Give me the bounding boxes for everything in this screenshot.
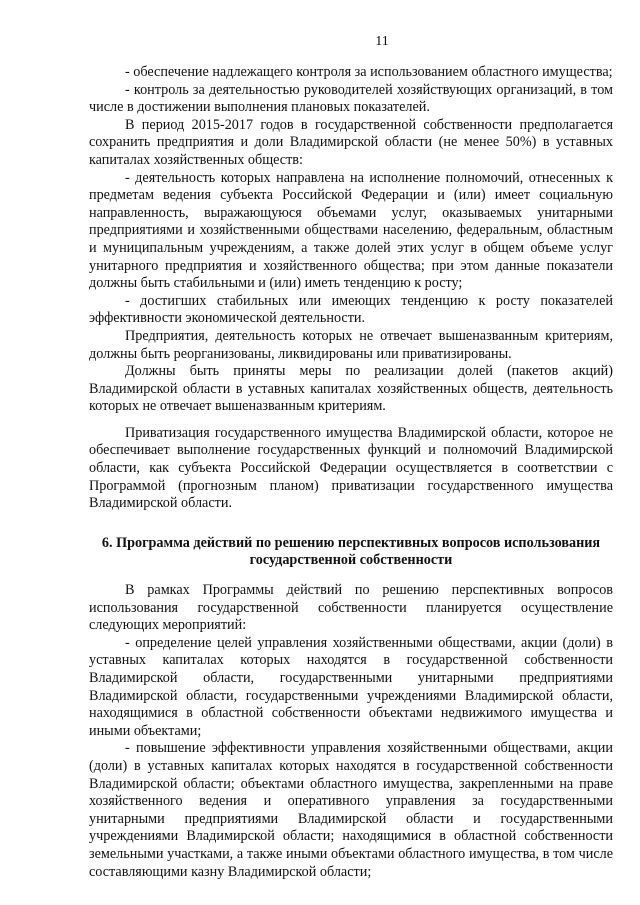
paragraph: - повышение эффективности управления хозяйственными обществами, акции (доли) в уставных капиталах которых находятся в государственной собственности Владимирской области; объектами областного имущества, закрепленными на праве хозяйственного ведения и оперативного управления за государственными унитарными предприятиями Владимирской области и государственными учреждениями Владимирской области; находящимися в областной собственности земельными участками, а также иными объектами областного имущества, в том числе составляющими казну Владимирской области; xyxy=(89,740,613,880)
paragraph: В рамках Программы действий по решению перспективных вопросов использования государственной собственности планируется осуществление следующих мероприятий: xyxy=(89,582,613,634)
section-heading-line: государственной собственности xyxy=(249,552,453,569)
paragraph: - обеспечение надлежащего контроля за использованием областного имущества; xyxy=(125,64,613,80)
paragraph: В период 2015-2017 годов в государственной собственности предполагается сохранить предприятия и доли Владимирской области (не менее 50%) в уставных капиталах хозяйственных обществ: xyxy=(89,116,613,168)
paragraph: - достигших стабильных или имеющих тенденцию к росту показателей эффективности экономической деятельности. xyxy=(89,292,613,327)
paragraph: Должны быть приняты меры по реализации долей (пакетов акций) Владимирской области в уставных капиталах хозяйственных обществ, деятельность которых не отвечает вышеназванным критериям. xyxy=(89,363,613,415)
section-heading xyxy=(89,535,613,570)
section-heading-line: 6. Программа действий по решению перспективных вопросов использования xyxy=(101,534,601,551)
paragraph: - контроль за деятельностью руководителей хозяйствующих организаций, в том числе в достижении выполнения плановых показателей. xyxy=(89,81,613,116)
paragraph: - деятельность которых направлена на исполнение полномочий, отнесенных к предметам ведения субъекта Российской Федерации и (или) имеет социальную направленность, выражающуюся объемами услуг, оказываемых унитарными предприятиями и хозяйственными обществами населению, федеральным, областным и муниципальным учреждениям, а также долей этих услуг в общем объеме услуг унитарного предприятия и хозяйственного общества; при этом данные показатели должны быть стабильными и (или) иметь тенденцию к росту; xyxy=(89,169,613,292)
section-5-body xyxy=(89,64,613,513)
paragraph: Приватизация государственного имущества Владимирской области, которое не обеспечивает выполнение государственных функций и полномочий Владимирской области, как субъекта Российской Федерации осуществляется в соответствии с Программой (прогнозным планом) приватизации государственного имущества Владимирской области. xyxy=(89,424,613,512)
page-number: 11 xyxy=(375,34,389,49)
paragraph: Предприятия, деятельность которых не отвечает вышеназванным критериям, должны быть реорганизованы, ликвидированы или приватизированы. xyxy=(89,327,613,362)
paragraph: - определение целей управления хозяйственными обществами, акции (доли) в уставных капиталах которых находятся в государственной собственности Владимирской области, государственными унитарными предприятиями Владимирской области, государственными учреждениями Владимирской области, находящимися в областной собственности объектами недвижимого имущества и иными объектами; xyxy=(89,634,613,739)
section-6-body xyxy=(89,582,613,881)
